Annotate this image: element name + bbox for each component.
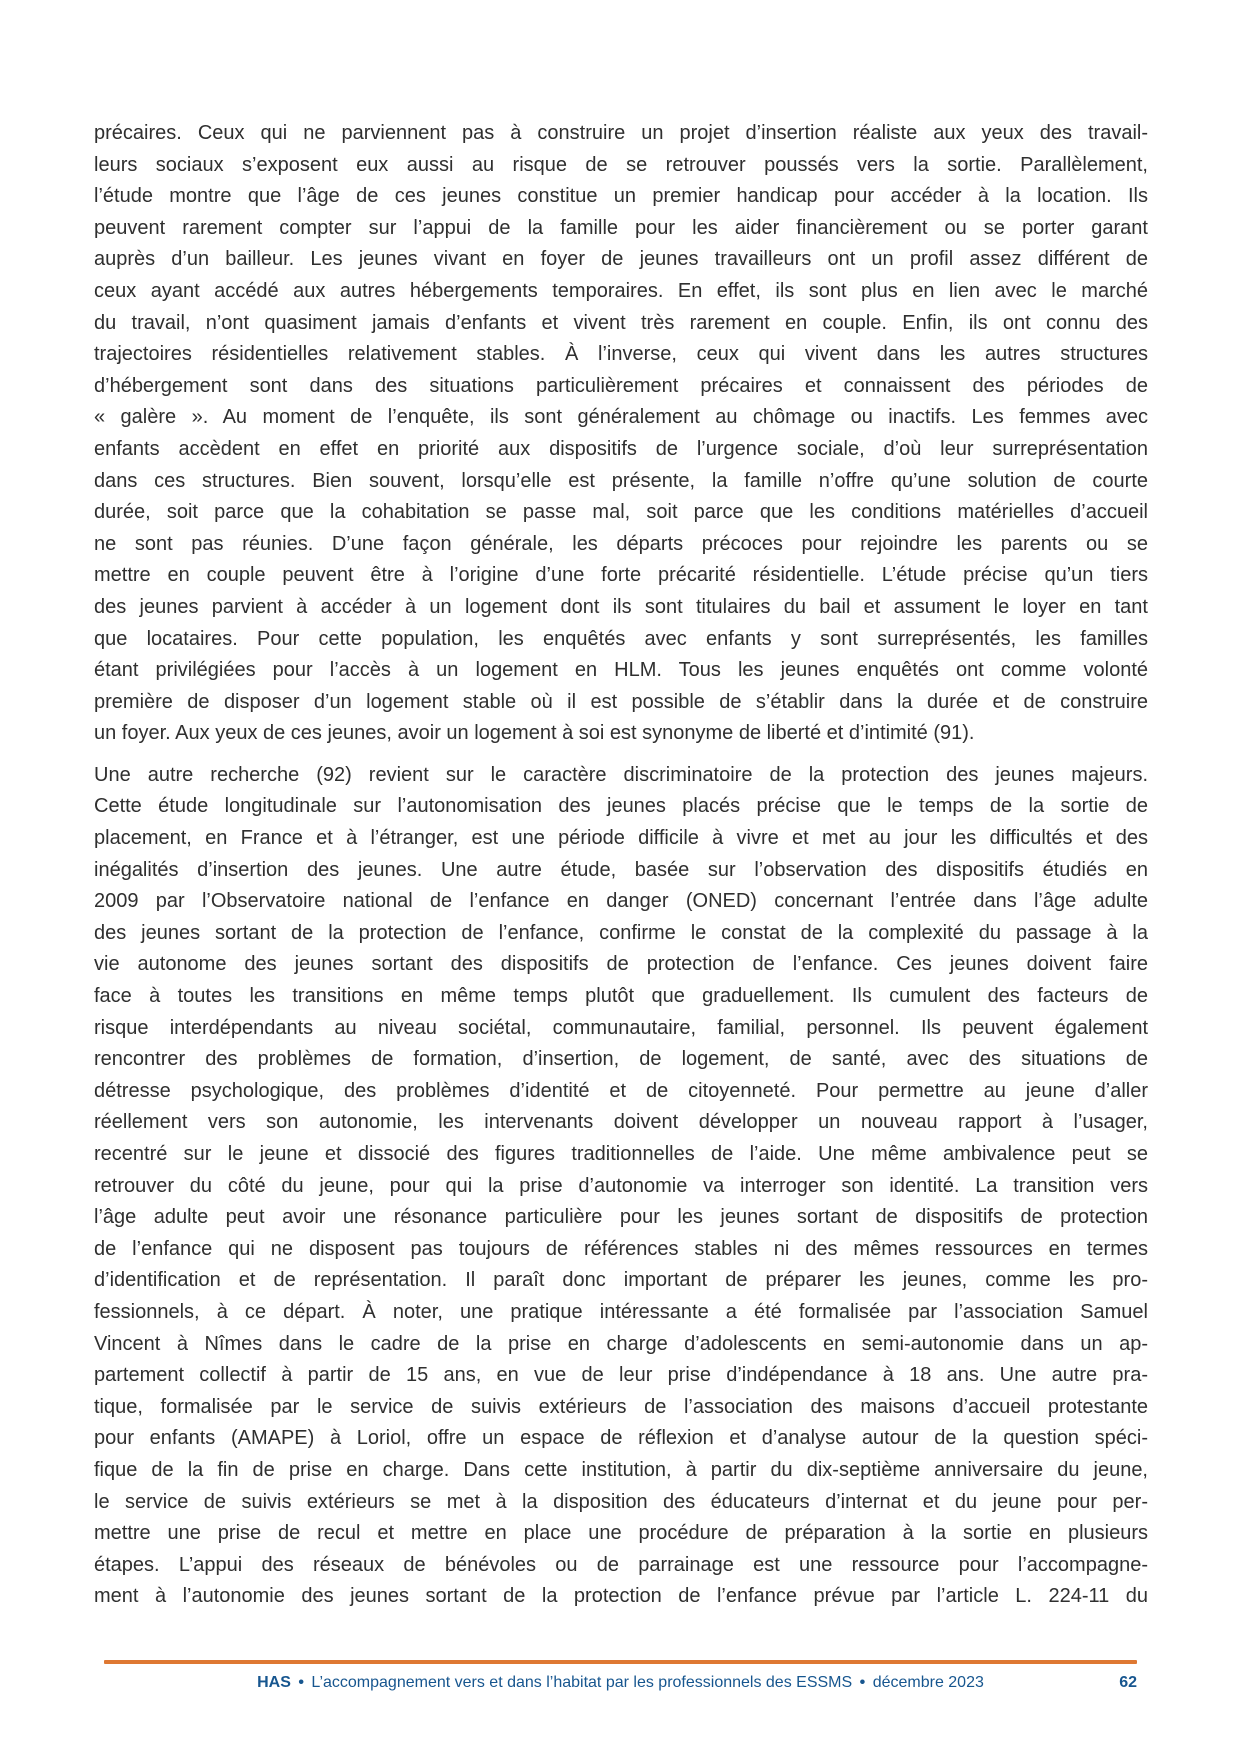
footer-rule <box>104 1660 1137 1664</box>
text-line: étant privilégiées pour l’accès à un logement en HLM. Tous les jeunes enquêtés ont comme volonté <box>94 659 1148 682</box>
text-line: Une autre recherche (92) revient sur le caractère discriminatoire de la protection des jeunes majeurs. <box>94 763 1148 786</box>
text-line: d’identification et de représentation. Il paraît donc important de préparer les jeunes, comme les pro- <box>94 1269 1148 1292</box>
footer-bullet-separator: • <box>298 1674 304 1691</box>
footer-org-name: HAS <box>257 1674 291 1691</box>
text-line: vie autonome des jeunes sortant des dispositifs de protection de l’enfance. Ces jeunes doivent faire <box>94 953 1148 976</box>
text-line: première de disposer d’un logement stable où il est possible de s’établir dans la durée et de construire <box>94 690 1148 713</box>
text-line: pour enfants (AMAPE) à Loriol, offre un espace de réflexion et d’analyse autour de la question spéci- <box>94 1427 1148 1450</box>
text-line: ment à l’autonomie des jeunes sortant de la protection de l’enfance prévue par l’article L. 224-11 du <box>94 1585 1148 1608</box>
footer-text <box>257 1674 984 1691</box>
text-line: un foyer. Aux yeux de ces jeunes, avoir un logement à soi est synonyme de liberté et d’intimité (91). <box>94 722 975 745</box>
text-line: recentré sur le jeune et dissocié des figures traditionnelles de l’aide. Une même ambivalence peut se <box>94 1143 1148 1165</box>
text-line: 2009 par l’Observatoire national de l’enfance en danger (ONED) concernant l’entrée dans l’âge adulte <box>94 890 1148 913</box>
text-line: fessionnels, à ce départ. À noter, une pratique intéressante a été formalisée par l’association Samuel <box>94 1300 1148 1323</box>
text-line: auprès d’un bailleur. Les jeunes vivant en foyer de jeunes travailleurs ont un profil assez différent de <box>94 248 1148 271</box>
page-number: 62 <box>1119 1674 1137 1691</box>
text-line: d’hébergement sont dans des situations particulièrement précaires et connaissent des périodes de <box>94 374 1148 397</box>
text-line: ne sont pas réunies. D’une façon générale, les départs précoces pour rejoindre les parents ou se <box>94 532 1148 555</box>
text-line: détresse psychologique, des problèmes d’identité et de citoyenneté. Pour permettre au jeune d’aller <box>94 1079 1148 1102</box>
footer-date: décembre 2023 <box>872 1674 984 1691</box>
text-line: peuvent rarement compter sur l’appui de la famille pour les aider financièrement ou se porter garant <box>94 216 1148 239</box>
text-line: étapes. L’appui des réseaux de bénévoles ou de parrainage est une ressource pour l’accompagne- <box>94 1553 1148 1576</box>
text-line: tique, formalisée par le service de suivis extérieurs de l’association des maisons d’accueil protestante <box>94 1395 1148 1418</box>
text-line: rencontrer des problèmes de formation, d’insertion, de logement, de santé, avec des situations de <box>94 1048 1148 1071</box>
text-line: face à toutes les transitions en même temps plutôt que graduellement. Ils cumulent des facteurs de <box>94 985 1148 1008</box>
text-line: retrouver du côté du jeune, pour qui la prise d’autonomie va interroger son identité. La transition vers <box>94 1174 1148 1197</box>
text-line: des jeunes sortant de la protection de l’enfance, confirme le constat de la complexité du passage à la <box>94 921 1148 944</box>
footer-bullet-separator: • <box>859 1674 866 1691</box>
page-footer <box>104 1660 1137 1693</box>
text-line: précaires. Ceux qui ne parviennent pas à construire un projet d’insertion réaliste aux yeux des travail- <box>94 122 1148 144</box>
paragraph-2 <box>94 760 1148 1613</box>
text-line: réellement vers son autonomie, les intervenants doivent développer un nouveau rapport à l’usager, <box>94 1111 1148 1134</box>
footer-document-title: L’accompagnement vers et dans l’habitat par les professionnels des ESSMS <box>311 1674 853 1691</box>
text-line: le service de suivis extérieurs se met à la disposition des éducateurs d’internat et du jeune pour per- <box>94 1490 1148 1513</box>
text-line: que locataires. Pour cette population, les enquêtés avec enfants y sont surreprésentés, les familles <box>94 627 1148 650</box>
text-line: enfants accèdent en effet en priorité aux dispositifs de l’urgence sociale, d’où leur surreprésentation <box>94 437 1148 460</box>
text-line: durée, soit parce que la cohabitation se passe mal, soit parce que les conditions matérielles d’accueil <box>94 501 1148 524</box>
text-line: des jeunes parvient à accéder à un logement dont ils sont titulaires du bail et assument le loyer en tant <box>94 595 1148 618</box>
text-line: de l’enfance qui ne disposent pas toujours de références stables ni des mêmes ressources en termes <box>94 1237 1148 1260</box>
text-line: fique de la fin de prise en charge. Dans cette institution, à partir du dix-septième anniversaire du jeune, <box>94 1458 1148 1481</box>
text-line: Vincent à Nîmes dans le cadre de la prise en charge d’adolescents en semi-autonomie dans un ap- <box>94 1332 1148 1355</box>
text-line: partement collectif à partir de 15 ans, en vue de leur prise d’indépendance à 18 ans. Une autre pra- <box>94 1364 1148 1387</box>
text-line: Cette étude longitudinale sur l’autonomisation des jeunes placés précise que le temps de la sortie de <box>94 795 1148 818</box>
text-line: « galère ». Au moment de l’enquête, ils sont généralement au chômage ou inactifs. Les femmes avec <box>94 406 1148 429</box>
text-line: placement, en France et à l’étranger, est une période difficile à vivre et met au jour les difficultés et des <box>94 827 1148 850</box>
text-line: l’âge adulte peut avoir une résonance particulière pour les jeunes sortant de dispositifs de protection <box>94 1206 1148 1229</box>
text-line: mettre en couple peuvent être à l’origine d’une forte précarité résidentielle. L’étude précise qu’un tiers <box>94 564 1148 587</box>
footer-row <box>104 1673 1137 1693</box>
text-line: mettre une prise de recul et mettre en place une procédure de préparation à la sortie en plusieurs <box>94 1522 1148 1545</box>
text-line: du travail, n’ont quasiment jamais d’enfants et vivent très rarement en couple. Enfin, ils ont connu des <box>94 311 1148 334</box>
paragraph-1 <box>94 118 1148 750</box>
text-line: ceux ayant accédé aux autres hébergements temporaires. En effet, ils sont plus en lien avec le marché <box>94 279 1148 302</box>
text-line: leurs sociaux s’exposent eux aussi au risque de se retrouver poussés vers la sortie. Parallèlement, <box>94 153 1148 176</box>
text-line: risque interdépendants au niveau sociétal, communautaire, familial, personnel. Ils peuvent également <box>94 1016 1148 1039</box>
text-line: dans ces structures. Bien souvent, lorsqu’elle est présente, la famille n’offre qu’une solution de courte <box>94 469 1148 492</box>
text-line: inégalités d’insertion des jeunes. Une autre étude, basée sur l’observation des dispositifs étudiés en <box>94 858 1148 881</box>
text-line: l’étude montre que l’âge de ces jeunes constitue un premier handicap pour accéder à la location. Ils <box>94 185 1148 208</box>
text-line: trajectoires résidentielles relativement stables. À l’inverse, ceux qui vivent dans les autres structures <box>94 343 1148 366</box>
page-content <box>94 118 1148 1613</box>
